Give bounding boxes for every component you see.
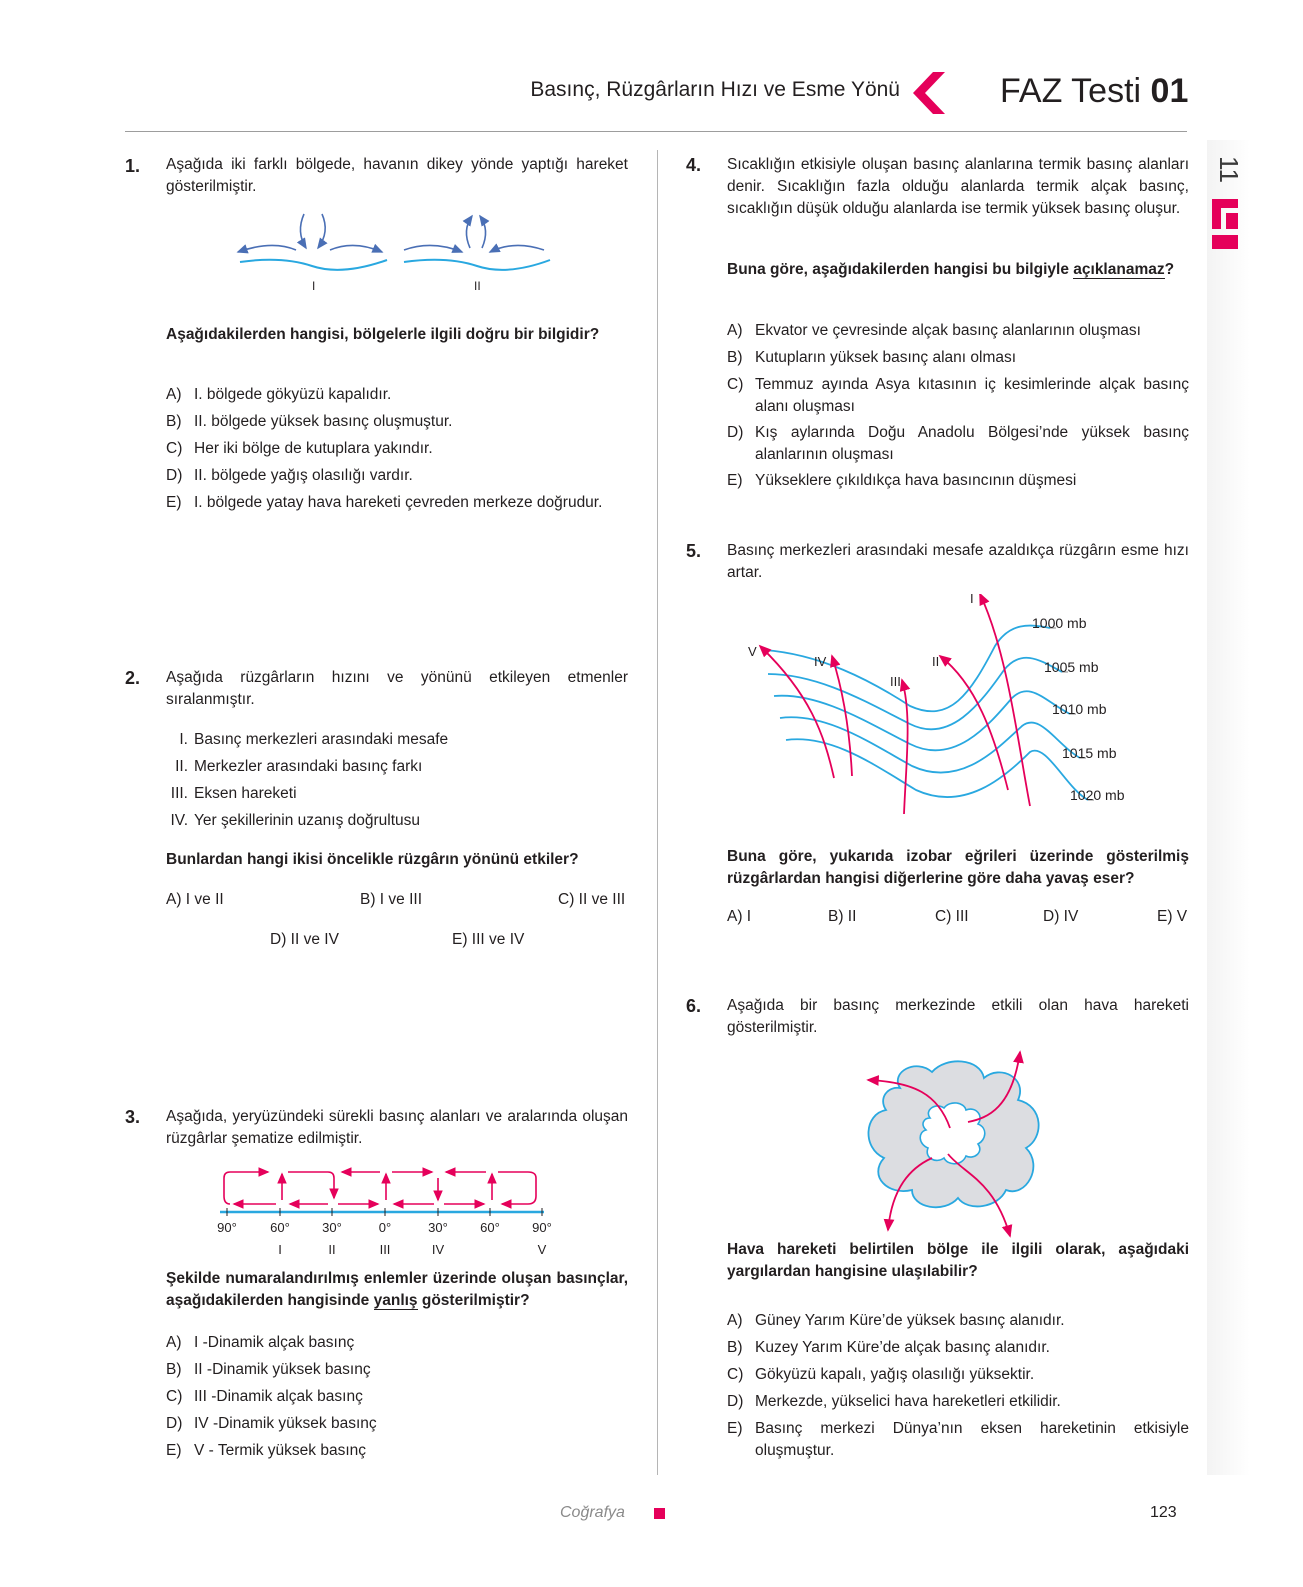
q2-item-text: Yer şekillerinin uzanış doğrultusu: [194, 812, 421, 829]
q3-question-underlined: yanlış: [373, 1292, 418, 1309]
q4-option-e[interactable]: [727, 470, 1189, 493]
column-divider: [657, 150, 658, 1475]
q2-number: 2.: [125, 668, 141, 688]
q5-option-c[interactable]: C) III: [935, 908, 969, 925]
wind-label-I: I: [970, 594, 974, 606]
wind-label-IV: IV: [814, 654, 827, 669]
q2-option-c[interactable]: C) II ve III: [558, 891, 626, 908]
q3-lat-label: 60°: [270, 1220, 290, 1235]
q3-lat-label: 90°: [217, 1220, 237, 1235]
wind-label-V: V: [748, 644, 757, 659]
q6-question: Hava hareketi belirtilen bölge ile ilgili olarak, aşağıdaki yargılardan hangisine ulaşılabilir?: [727, 1241, 1189, 1280]
q3-number: 3.: [125, 1107, 141, 1127]
q2-option-a[interactable]: A) I ve II: [166, 891, 224, 908]
q1-option-a[interactable]: [166, 384, 628, 407]
q4-option-c[interactable]: [727, 374, 1189, 418]
q3-roman-label: V: [537, 1242, 547, 1257]
q1-figure: [232, 210, 562, 296]
q1-label-II: II: [474, 279, 481, 293]
q3-lat-label: 90°: [532, 1220, 552, 1235]
option-letter: D): [727, 424, 744, 441]
test-label: FAZ Testi: [1000, 72, 1142, 110]
q2-item-num: I.: [179, 731, 188, 748]
option-letter: B): [727, 1339, 743, 1356]
q3-question-post: gösterilmiştir?: [421, 1292, 530, 1309]
q3-lat-label: 30°: [428, 1220, 448, 1235]
option-text: II. bölgede yağış olasılığı vardır.: [194, 467, 413, 484]
q4-number: 4.: [686, 155, 702, 175]
q2-option-e[interactable]: E) III ve IV: [452, 931, 525, 948]
q6-option-e[interactable]: [727, 1418, 1189, 1462]
q1-label-I: I: [312, 279, 316, 293]
option-text: V - Termik yüksek basınç: [194, 1442, 366, 1459]
faz-logo-icon: [1210, 197, 1242, 253]
q2-question: Bunlardan hangi ikisi öncelikle rüzgârın yönünü etkiler?: [166, 851, 579, 868]
option-letter: C): [166, 1388, 183, 1405]
q1-question: Aşağıdakilerden hangisi, bölgelerle ilgili doğru bir bilgidir?: [166, 326, 600, 343]
isobar-1005: 1005 mb: [1044, 659, 1099, 675]
option-text: Güney Yarım Küre’de yüksek basınç alanıdır.: [755, 1312, 1065, 1329]
q1-option-b[interactable]: [166, 411, 628, 434]
page-number: 123: [1150, 1504, 1177, 1521]
option-text: Kış aylarında Doğu Anadolu Bölgesi’nde yüksek basınç alanlarının oluşması: [755, 424, 1189, 463]
header-subtitle: Basınç, Rüzgârların Hızı ve Esme Yönü: [530, 78, 900, 101]
side-number: 11: [1214, 156, 1244, 183]
header-divider: [125, 131, 1187, 132]
q3-roman-label: I: [278, 1242, 282, 1257]
option-letter: B): [727, 349, 743, 366]
option-text: I. bölgede gökyüzü kapalıdır.: [194, 386, 392, 403]
q2-item-text: Basınç merkezleri arasındaki mesafe: [194, 731, 449, 748]
q3-option-b[interactable]: [166, 1359, 628, 1382]
q4-option-d[interactable]: [727, 422, 1189, 466]
option-text: Kuzey Yarım Küre’de alçak basınç alanıdır.: [755, 1339, 1050, 1356]
q3-roman-label: II: [328, 1242, 336, 1257]
q3-lat-label: 30°: [322, 1220, 342, 1235]
option-text: Yükseklere çıkıldıkça hava basıncının düşmesi: [755, 472, 1077, 489]
option-letter: D): [727, 1393, 744, 1410]
q1-number: 1.: [125, 156, 141, 176]
option-letter: D): [166, 467, 183, 484]
option-text: Basınç merkezi Dünya’nın eksen hareketinin etkisiyle oluşmuştur.: [755, 1420, 1189, 1459]
q4-option-a[interactable]: [727, 320, 1189, 343]
option-text: I. bölgede yatay hava hareketi çevreden merkeze doğrudur.: [194, 494, 603, 511]
q1-option-d[interactable]: [166, 465, 628, 488]
test-title: [1000, 72, 1188, 111]
option-letter: A): [166, 386, 182, 403]
q5-option-b[interactable]: B) II: [828, 908, 857, 925]
q2-item-num: IV.: [170, 812, 188, 829]
q1-option-e[interactable]: [166, 492, 628, 536]
option-letter: C): [166, 440, 183, 457]
side-strip: [1207, 140, 1250, 1475]
q2-option-b[interactable]: B) I ve III: [360, 891, 423, 908]
q3-option-d[interactable]: [166, 1413, 628, 1436]
option-letter: B): [166, 1361, 182, 1378]
option-text: Ekvator ve çevresinde alçak basınç alanlarının oluşması: [755, 322, 1141, 339]
q2-text: Aşağıda rüzgârların hızını ve yönünü etkileyen etmenler sıralanmıştır.: [166, 669, 628, 708]
q6-pressure-figure: [860, 1048, 1060, 1238]
q3-roman-label: IV: [431, 1242, 445, 1257]
isobar-1020: 1020 mb: [1070, 787, 1125, 803]
option-text: III -Dinamik alçak basınç: [194, 1388, 363, 1405]
q6-option-a[interactable]: [727, 1310, 1189, 1333]
q3-option-e[interactable]: [166, 1440, 628, 1463]
isobar-1000: 1000 mb: [1032, 615, 1087, 631]
option-letter: E): [727, 1420, 743, 1437]
q4-question-post: ?: [1164, 261, 1175, 278]
q5-question: Buna göre, yukarıda izobar eğrileri üzerinde gösterilmiş rüzgârlardan hangisi diğerlerine göre daha yavaş eser?: [727, 848, 1189, 887]
chevron-left-icon: [905, 70, 955, 116]
q5-isobar-figure: [740, 594, 1170, 834]
q4-question-pre: Buna göre, aşağıdakilerden hangisi bu bilgiyle: [727, 261, 1069, 278]
q2-option-d[interactable]: D) II ve IV: [270, 931, 339, 948]
option-letter: E): [727, 472, 743, 489]
q3-text: Aşağıda, yeryüzündeki sürekli basınç alanları ve aralarında oluşan rüzgârlar şematize edilmiştir.: [166, 1108, 628, 1147]
option-letter: E): [166, 1442, 182, 1459]
q4-question-underlined: açıklanamaz: [1073, 261, 1165, 278]
option-letter: C): [727, 376, 744, 393]
option-letter: A): [166, 1334, 182, 1351]
q3-lat-label: 0°: [378, 1220, 392, 1235]
q3-roman-label: III: [379, 1242, 391, 1257]
option-letter: A): [727, 1312, 743, 1329]
q3-option-a[interactable]: [166, 1332, 628, 1355]
q6-option-d[interactable]: [727, 1391, 1189, 1414]
option-text: I -Dinamik alçak basınç: [194, 1334, 355, 1351]
wind-label-II: II: [932, 654, 940, 669]
wind-label-III: III: [890, 674, 901, 689]
isobar-1010: 1010 mb: [1052, 701, 1107, 717]
q1-option-c[interactable]: [166, 438, 628, 461]
footer-square-icon: [654, 1508, 665, 1519]
q3-option-c[interactable]: [166, 1386, 628, 1409]
q5-option-a[interactable]: A) I: [727, 908, 752, 925]
option-text: Merkezde, yükselici hava hareketleri etkilidir.: [755, 1393, 1061, 1410]
option-text: IV -Dinamik yüksek basınç: [194, 1415, 377, 1432]
option-text: II. bölgede yüksek basınç oluşmuştur.: [194, 413, 453, 430]
q2-item-num: II.: [175, 758, 188, 775]
option-letter: C): [727, 1366, 744, 1383]
q6-option-c[interactable]: [727, 1364, 1189, 1387]
q4-option-b[interactable]: [727, 347, 1189, 370]
q5-option-e[interactable]: E) V: [1157, 908, 1188, 925]
q2-item-text: Merkezler arasındaki basınç farkı: [194, 758, 423, 775]
option-letter: D): [166, 1415, 183, 1432]
option-text: II -Dinamik yüksek basınç: [194, 1361, 371, 1378]
q5-text: Basınç merkezleri arasındaki mesafe azaldıkça rüzgârın esme hızı artar.: [727, 542, 1189, 581]
q6-text: Aşağıda bir basınç merkezinde etkili olan hava hareketi gösterilmiştir.: [727, 997, 1189, 1036]
footer-subject: Coğrafya: [560, 1504, 625, 1521]
option-text: Kutupların yüksek basınç alanı olması: [755, 349, 1017, 366]
option-text: Gökyüzü kapalı, yağış olasılığı yüksektir.: [755, 1366, 1035, 1383]
q1-text: Aşağıda iki farklı bölgede, havanın dikey yönde yaptığı hareket gösterilmiştir.: [166, 156, 628, 195]
option-text: Temmuz ayında Asya kıtasının iç kesimlerinde alçak basınç alanı oluşması: [755, 376, 1189, 415]
test-number: 01: [1150, 72, 1189, 110]
q5-option-d[interactable]: D) IV: [1043, 908, 1079, 925]
option-letter: B): [166, 413, 182, 430]
option-letter: A): [727, 322, 743, 339]
option-text: Her iki bölge de kutuplara yakındır.: [194, 440, 433, 457]
q6-option-b[interactable]: [727, 1337, 1189, 1360]
q6-number: 6.: [686, 996, 702, 1016]
option-letter: E): [166, 494, 182, 511]
q4-text: Sıcaklığın etkisiyle oluşan basınç alanlarına termik basınç alanları denir. Sıcaklığın fazla olduğu alanlarda termik alçak basınç, sıcaklığın düşük olduğu alanlarda ise termik yüksek basınç oluşur.: [727, 156, 1189, 217]
isobar-1015: 1015 mb: [1062, 745, 1117, 761]
q2-item-num: III.: [170, 785, 188, 802]
q4-question: [727, 259, 1189, 281]
q3-lat-label: 60°: [480, 1220, 500, 1235]
q2-item-text: Eksen hareketi: [194, 785, 297, 802]
q5-number: 5.: [686, 541, 702, 561]
q3-question: [166, 1268, 628, 1312]
q3-question-pre: Şekilde numaralandırılmış enlemler üzerinde oluşan basınçlar, aşağıdakilerden hangisinde: [166, 1270, 628, 1309]
